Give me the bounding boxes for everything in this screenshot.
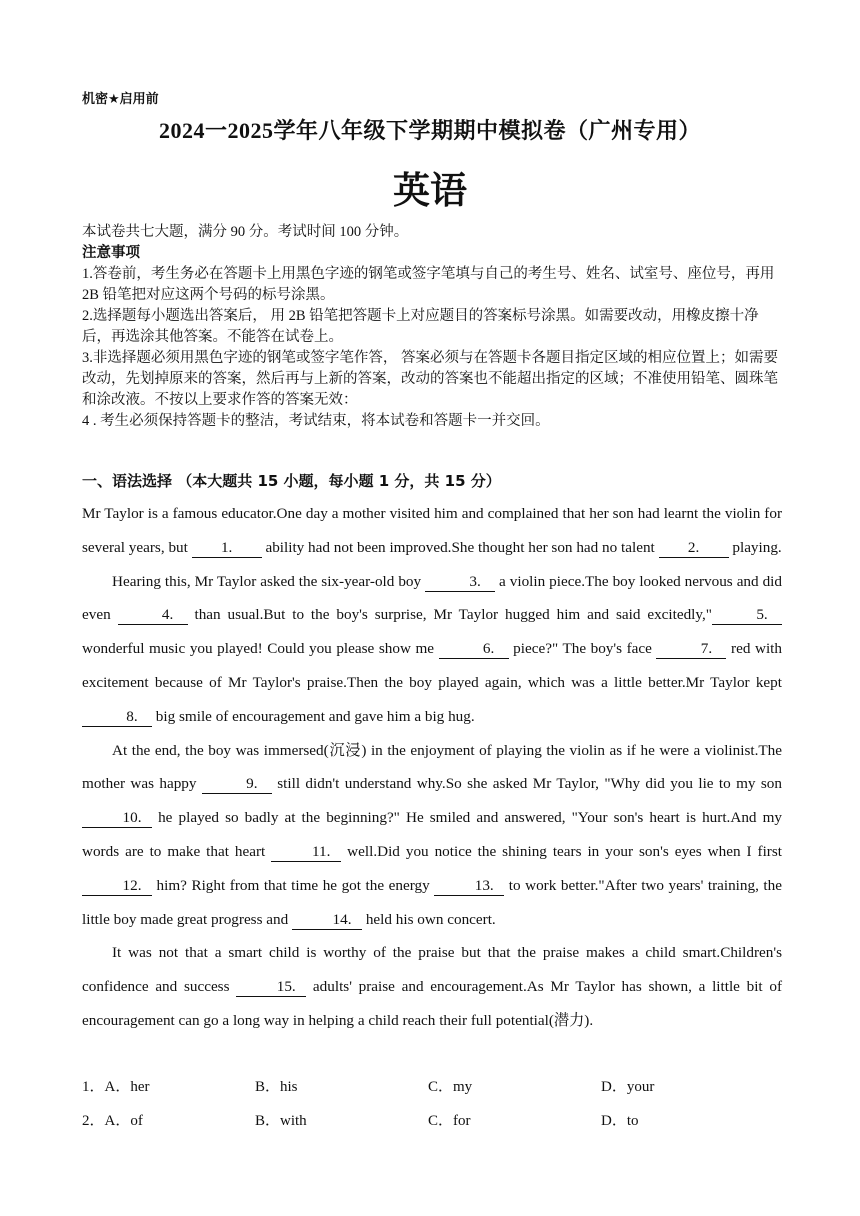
passage-text: him? Right from that time he got the energy (152, 876, 435, 894)
passage-text: a violin piece.The boy looked nervous and did even (82, 572, 782, 624)
passage-text: to work better."After two years' training, the little boy made great progress and (82, 876, 782, 928)
exam-title: 2024一2025学年八年级下学期期中模拟卷（广州专用） (158, 118, 701, 143)
passage-text: wonderful music you played! Could you please show me (82, 640, 439, 658)
passage-paragraph (82, 734, 782, 937)
notice-item: 3.非选择题必须用黑色字迹的钢笔或签字笔作答， 答案必须与在答题卡各题目指定区域的相应位置上；如需要改动，先划掉原来的答案，然后再与上新的答案，改动的答案也不能超出指定的区域；不准使用铅笔、圆珠笔和涂改液。不按以上要求作答的答案无效： (82, 350, 778, 408)
passage-text: well.Did you notice the shining tears in your son's eyes when I first (341, 842, 782, 860)
passage-text: adults' praise and encouragement.As Mr Taylor has shown, a little bit of encouragement can go a long way in helping a child reach their full potential(潜力). (82, 978, 783, 1029)
option-choice[interactable]: 1．A．her (82, 1078, 150, 1095)
passage-text: It was not that a smart child is worthy of the praise but that the praise makes a child smart.Children's confidence and success (82, 944, 782, 996)
option-choice[interactable]: C．for (428, 1112, 471, 1129)
passage-paragraph (82, 565, 782, 734)
passage-paragraph (82, 497, 782, 565)
notice-item: 2.选择题每小题选出答案后， 用 2B 铅笔把答题卡上对应题目的答案标号涂黑。如需要改动，用橡皮擦十净后，再选涂其他答案。不能答在试卷上。 (82, 308, 759, 345)
passage-text: Mr Taylor is a famous educator.One day a mother visited him and complained that her son had learnt the violin for several years, but (82, 505, 782, 556)
passage-text: still didn't understand why.So she asked Mr Taylor, "Why did you lie to my son (271, 775, 782, 793)
answer-blank[interactable]: 4. (118, 606, 188, 625)
confidential-label: 机密★启用前 (82, 92, 159, 107)
option-choice[interactable]: D．your (601, 1078, 655, 1095)
option-row (82, 1102, 782, 1136)
answer-blank[interactable]: 10. (82, 809, 152, 828)
answer-blank[interactable]: 1. (192, 539, 262, 558)
option-row (82, 1068, 782, 1102)
passage-text: big smile of encouragement and gave him a big hug. (152, 707, 475, 725)
subject-title: 英语 (393, 171, 467, 212)
reading-passage (82, 497, 782, 1038)
passage-text: playing. (728, 538, 782, 556)
answer-blank[interactable]: 8. (82, 708, 152, 727)
passage-text: ability had not been improved.She thought her son had no talent (261, 538, 659, 556)
passage-text: than usual.But to the boy's surprise, Mr Taylor hugged him and said excitedly," (187, 606, 713, 624)
notice-heading: 注意事项 (82, 245, 140, 261)
passage-paragraph (82, 936, 782, 1037)
option-choice[interactable]: B．with (255, 1112, 307, 1129)
answer-blank[interactable]: 7. (656, 640, 726, 659)
answer-blank[interactable]: 3. (425, 573, 495, 592)
answer-blank[interactable]: 15. (236, 978, 306, 997)
answer-blank[interactable]: 14. (292, 911, 362, 930)
answer-blank[interactable]: 9. (202, 775, 272, 794)
passage-text: he played so badly at the beginning?" He smiled and answered, "Your son's heart is hurt.And my words are to make that heart (82, 809, 782, 860)
answer-blank[interactable]: 6. (439, 640, 509, 659)
passage-text: held his own concert. (362, 910, 496, 928)
answer-blank[interactable]: 5. (712, 606, 782, 625)
question-number: 2． (82, 1112, 105, 1129)
passage-text: red with excitement because of Mr Taylor's praise.Then the boy played again, which was a little better.Mr Taylor kept (82, 640, 782, 691)
option-choice[interactable]: B．his (255, 1078, 298, 1095)
notice-item: 1.答卷前，考生务必在答题卡上用黑色字迹的钢笔或签字笔填与自己的考生号、姓名、试室号、座位号，再用 2B 铅笔把对应这两个号码的标号涂黑。 (82, 266, 775, 303)
section-heading: 一、语法选择 （本大题共 15 小题，每小题 1 分，共 15 分） (82, 472, 501, 490)
passage-text: Hearing this, Mr Taylor asked the six-year-old boy (112, 572, 426, 590)
option-choice[interactable]: D．to (601, 1112, 639, 1129)
question-number: 1． (82, 1078, 105, 1095)
exam-summary: 本试卷共七大题，满分 90 分。考试时间 100 分钟。 (82, 224, 409, 240)
notice-item: 4 . 考生必须保持答题卡的整洁，考试结束，将本试卷和答题卡一并交回。 (82, 413, 550, 429)
answer-blank[interactable]: 12. (82, 877, 152, 896)
answer-blank[interactable]: 13. (434, 877, 504, 896)
option-choice[interactable]: C．my (428, 1078, 473, 1095)
answer-blank[interactable]: 2. (659, 539, 729, 558)
exam-instructions (82, 222, 782, 432)
passage-text: At the end, the boy was immersed(沉浸) in the enjoyment of playing the violin as if he were a violinist.The mother was happy (82, 741, 782, 793)
option-choice[interactable]: 2．A．of (82, 1112, 143, 1129)
answer-blank[interactable]: 11. (271, 843, 341, 862)
answer-options (82, 1068, 782, 1136)
passage-text: piece?" The boy's face (508, 640, 657, 658)
